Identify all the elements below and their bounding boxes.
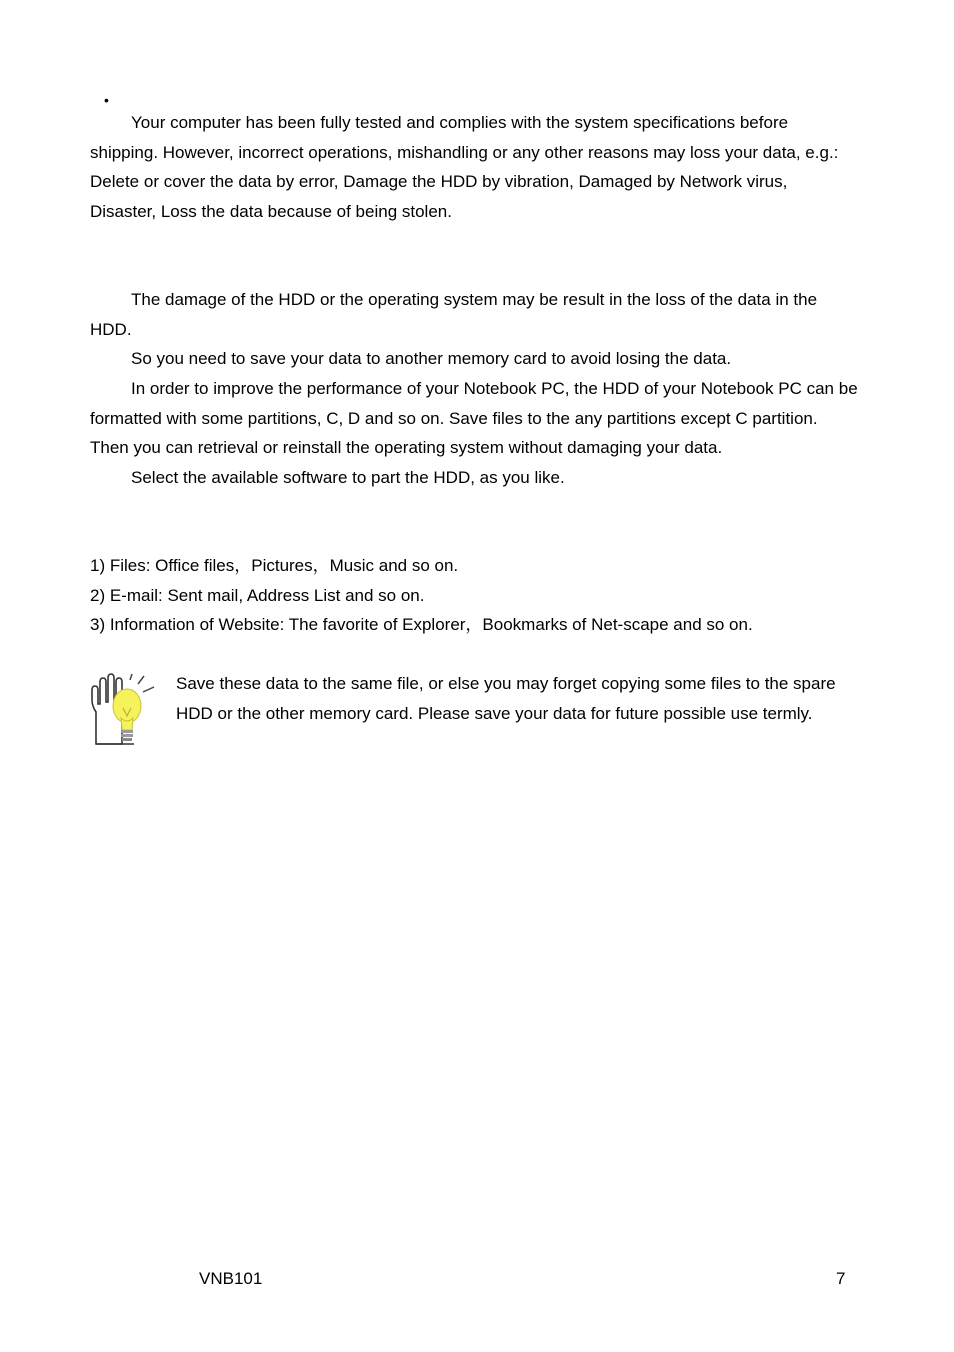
- list-item-website: 3) Information of Website: The favorite of Explorer，Bookmarks of Net-scape and so on.: [90, 615, 753, 634]
- paragraph-hdd-damage-text: The damage of the HDD or the operating system may be result in the loss of the data in the HDD.: [90, 290, 818, 339]
- paragraph-partitions: [90, 374, 858, 463]
- page-number: 7: [836, 1269, 846, 1288]
- paragraph-partitions-text: In order to improve the performance of your Notebook PC, the HDD of your Notebook PC can be formatted with some partitions, C, D and so on. Save files to the any partitions except C partition. Then you can retrieval or reinstall the operating system without damaging your data.: [90, 379, 858, 458]
- list-item-email: 2) E-mail: Sent mail, Address List and so on.: [90, 586, 425, 605]
- hand-lightbulb-icon: [86, 672, 160, 750]
- paragraph-intro-text: Your computer has been fully tested and complies with the system specifications before shipping. However, incorrect operations, mishandling or any other reasons may loss your data, e.g.: Delete or cover the data by error, Damage the HDD by vibration, Damaged by Network virus, Disaster, Loss the data because of being stolen.: [90, 113, 839, 221]
- list-item-files: 1) Files: Office files，Pictures，Music and so on.: [90, 556, 459, 575]
- paragraph-software: [90, 463, 858, 493]
- paragraph-intro: [90, 108, 858, 226]
- note-text: Save these data to the same file, or else you may forget copying some files to the spare HDD or the other memory card. Please save your data for future possible use termly.: [176, 674, 836, 723]
- paragraph-save-data: [90, 344, 858, 374]
- footer-model: VNB101: [199, 1269, 263, 1288]
- bullet-marker: •: [104, 92, 109, 108]
- paragraph-save-data-text: So you need to save your data to another memory card to avoid losing the data.: [131, 349, 732, 368]
- paragraph-software-text: Select the available software to part the HDD, as you like.: [131, 468, 565, 487]
- paragraph-hdd-damage: [90, 285, 858, 344]
